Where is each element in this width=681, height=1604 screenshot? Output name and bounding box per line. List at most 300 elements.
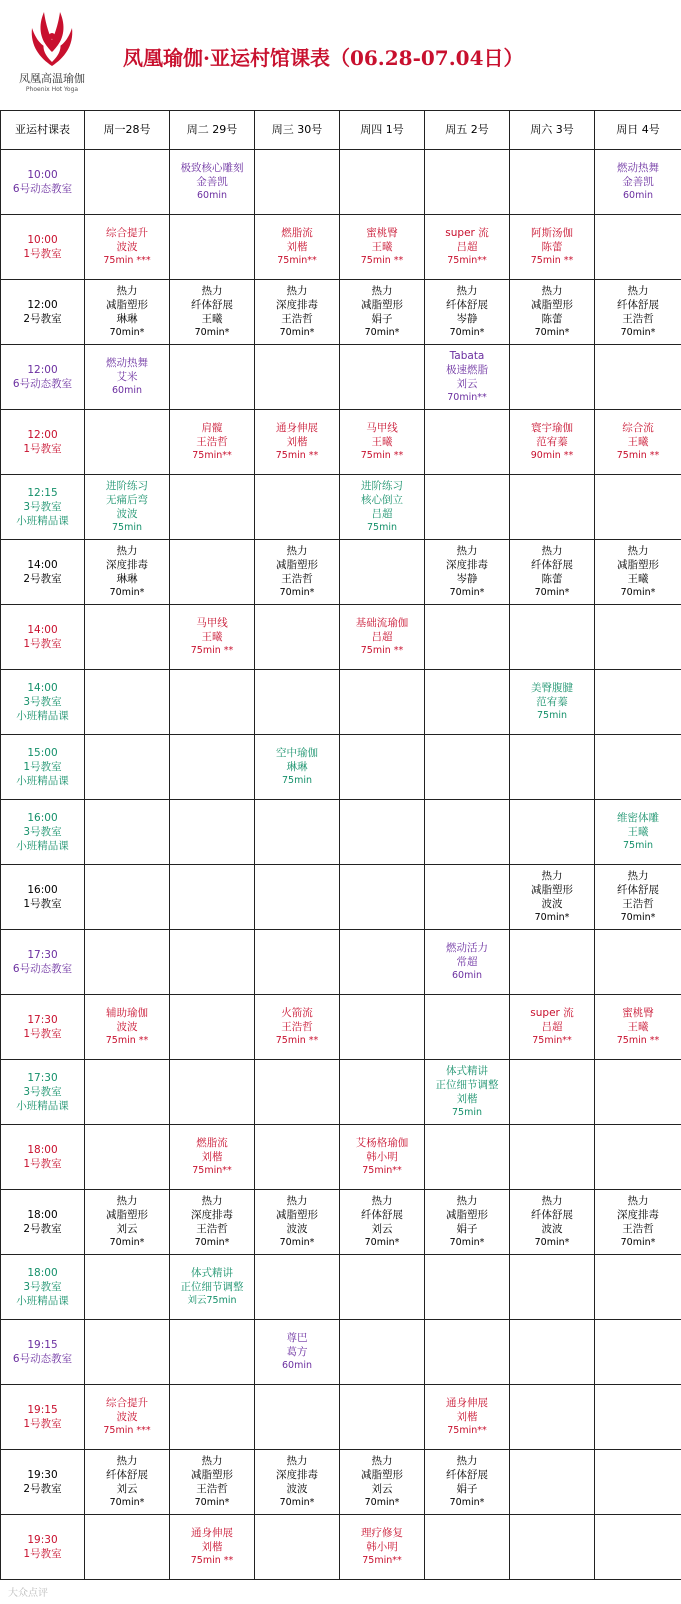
- class-line: 70min*: [109, 327, 145, 338]
- empty-cell: [425, 1320, 510, 1385]
- class-cell: [170, 410, 255, 475]
- empty-cell: [255, 1125, 340, 1190]
- empty-cell: [170, 1060, 255, 1125]
- class-line: 艾米: [116, 371, 138, 383]
- empty-cell: [425, 605, 510, 670]
- empty-cell: [425, 1255, 510, 1320]
- header-cell: 周三 30号: [255, 111, 340, 150]
- class-line: 正位细节调整: [180, 1281, 244, 1293]
- label-line: 16:00: [27, 884, 58, 896]
- class-cell: [340, 215, 425, 280]
- table-row: [1, 930, 681, 995]
- label-line: 6号动态教室: [12, 378, 73, 390]
- empty-cell: [595, 215, 681, 280]
- logo-text: 凤凰高温瑜伽: [19, 72, 85, 85]
- empty-cell: [85, 930, 170, 995]
- class-line: 热力: [541, 545, 563, 557]
- class-line: 岑静: [456, 313, 478, 325]
- time-room-label: [1, 800, 85, 865]
- table-row: [1, 1060, 681, 1125]
- label-line: 1号教室: [23, 1158, 62, 1170]
- class-line: 常超: [456, 956, 478, 968]
- class-line: 综合流: [622, 422, 654, 434]
- table-row: [1, 670, 681, 735]
- class-line: 减脂塑形: [531, 884, 573, 896]
- class-line: 75min **: [616, 450, 660, 461]
- empty-cell: [255, 670, 340, 735]
- label-line: 1号教室: [23, 248, 62, 260]
- class-line: 吕超: [371, 508, 393, 520]
- empty-cell: [170, 735, 255, 800]
- class-line: 金善凯: [196, 176, 228, 188]
- class-cell: [595, 865, 681, 930]
- class-line: 70min*: [620, 912, 656, 923]
- label-line: 小班精品课: [16, 840, 69, 852]
- class-cell: [510, 280, 595, 345]
- class-cell: [595, 1190, 681, 1255]
- class-line: 王浩哲: [281, 573, 313, 585]
- empty-cell: [510, 1385, 595, 1450]
- table-row: [1, 1320, 681, 1385]
- class-cell: [340, 475, 425, 540]
- class-line: 热力: [627, 1195, 649, 1207]
- class-line: 通身伸展: [191, 1527, 233, 1539]
- empty-cell: [595, 1515, 681, 1580]
- class-line: 极速燃脂: [446, 364, 488, 376]
- class-cell: [85, 1385, 170, 1450]
- class-cell: [85, 1190, 170, 1255]
- class-cell: [170, 605, 255, 670]
- class-cell: [340, 280, 425, 345]
- class-line: 纤体舒展: [361, 1209, 403, 1221]
- empty-cell: [340, 345, 425, 410]
- empty-cell: [595, 1125, 681, 1190]
- table-row: [1, 410, 681, 475]
- label-line: 16:00: [27, 812, 58, 824]
- class-cell: [85, 345, 170, 410]
- class-line: 纤体舒展: [106, 1469, 148, 1481]
- class-cell: [85, 1450, 170, 1515]
- empty-cell: [425, 410, 510, 475]
- class-line: 70min*: [364, 1497, 400, 1508]
- class-line: 刘云: [116, 1223, 138, 1235]
- class-line: 70min*: [279, 327, 315, 338]
- class-line: 综合提升: [106, 227, 148, 239]
- class-schedule-table: [0, 110, 681, 1580]
- empty-cell: [170, 1320, 255, 1385]
- class-line: 刘楷: [201, 1541, 223, 1553]
- class-line: 60min: [622, 190, 653, 201]
- class-line: 蜜桃臀: [366, 227, 398, 239]
- label-line: 3号教室: [23, 826, 62, 838]
- class-line: 马甲线: [366, 422, 398, 434]
- header-cell: 周五 2号: [425, 111, 510, 150]
- time-room-label: [1, 540, 85, 605]
- class-line: 热力: [627, 285, 649, 297]
- class-line: 热力: [627, 870, 649, 882]
- class-line: 辅助瑜伽: [106, 1007, 148, 1019]
- class-line: 葛方: [286, 1346, 308, 1358]
- label-line: 17:30: [27, 949, 58, 961]
- class-line: 金善凯: [622, 176, 654, 188]
- class-cell: [595, 410, 681, 475]
- empty-cell: [340, 1385, 425, 1450]
- class-line: 正位细节调整: [435, 1079, 499, 1091]
- empty-cell: [85, 1515, 170, 1580]
- class-line: 王曦: [627, 573, 649, 585]
- class-cell: [340, 410, 425, 475]
- class-cell: [85, 995, 170, 1060]
- table-row: [1, 800, 681, 865]
- class-line: 陈蕾: [541, 313, 563, 325]
- class-line: 燃动活力: [446, 942, 488, 954]
- class-line: 75min**: [362, 1555, 402, 1566]
- class-line: 70min*: [534, 327, 570, 338]
- label-line: 3号教室: [23, 1086, 62, 1098]
- empty-cell: [595, 670, 681, 735]
- label-line: 小班精品课: [16, 1100, 69, 1112]
- class-line: 王浩哲: [622, 898, 654, 910]
- label-line: 14:00: [27, 559, 58, 571]
- class-cell: [425, 215, 510, 280]
- class-line: 王曦: [627, 436, 649, 448]
- class-cell: [595, 800, 681, 865]
- class-line: 减脂塑形: [106, 1209, 148, 1221]
- label-line: 10:00: [27, 234, 58, 246]
- class-line: 燃动热舞: [617, 162, 659, 174]
- class-line: 娟子: [456, 1223, 478, 1235]
- empty-cell: [340, 540, 425, 605]
- class-line: 70min*: [534, 1237, 570, 1248]
- class-line: 70min*: [194, 1237, 230, 1248]
- class-cell: [85, 215, 170, 280]
- class-line: 70min*: [109, 1497, 145, 1508]
- class-line: 王曦: [627, 1021, 649, 1033]
- table-row: [1, 865, 681, 930]
- class-line: 75min **: [360, 255, 404, 266]
- empty-cell: [510, 1060, 595, 1125]
- class-line: 寰宇瑜伽: [531, 422, 573, 434]
- class-cell: [340, 1515, 425, 1580]
- class-cell: [510, 670, 595, 735]
- header-cell: 亚运村课表: [1, 111, 85, 150]
- class-line: 减脂塑形: [191, 1469, 233, 1481]
- class-line: 75min**: [447, 255, 487, 266]
- class-line: 热力: [456, 545, 478, 557]
- label-line: 6号动态教室: [12, 183, 73, 195]
- class-line: 75min **: [275, 450, 319, 461]
- empty-cell: [510, 800, 595, 865]
- table-row: [1, 1515, 681, 1580]
- class-line: 韩小明: [366, 1541, 398, 1553]
- class-line: 75min **: [190, 1555, 234, 1566]
- logo-subtext: Phoenix Hot Yoga: [25, 86, 79, 93]
- class-line: 热力: [456, 1195, 478, 1207]
- class-line: 减脂塑形: [531, 299, 573, 311]
- empty-cell: [510, 1320, 595, 1385]
- class-line: 通身伸展: [276, 422, 318, 434]
- label-line: 2号教室: [23, 1223, 62, 1235]
- label-line: 小班精品课: [16, 710, 69, 722]
- class-line: 极致核心雕刻: [180, 162, 244, 174]
- label-line: 3号教室: [23, 1281, 62, 1293]
- empty-cell: [510, 735, 595, 800]
- label-line: 18:00: [27, 1209, 58, 1221]
- empty-cell: [595, 930, 681, 995]
- class-cell: [340, 605, 425, 670]
- header-cell: 周六 3号: [510, 111, 595, 150]
- class-cell: [425, 1060, 510, 1125]
- time-room-label: [1, 1450, 85, 1515]
- class-cell: [255, 215, 340, 280]
- time-room-label: [1, 1060, 85, 1125]
- empty-cell: [425, 800, 510, 865]
- empty-cell: [510, 605, 595, 670]
- table-row: [1, 280, 681, 345]
- class-line: 热力: [456, 1455, 478, 1467]
- label-line: 12:00: [27, 429, 58, 441]
- class-line: 理疗修复: [361, 1527, 403, 1539]
- class-line: 热力: [541, 870, 563, 882]
- class-cell: [170, 1125, 255, 1190]
- time-room-label: [1, 1190, 85, 1255]
- class-line: 综合提升: [106, 1397, 148, 1409]
- class-cell: [595, 280, 681, 345]
- table-row: [1, 150, 681, 215]
- class-line: 热力: [456, 285, 478, 297]
- class-cell: [255, 735, 340, 800]
- class-line: 75min **: [360, 450, 404, 461]
- empty-cell: [595, 1320, 681, 1385]
- class-line: 波波: [541, 1223, 563, 1235]
- label-line: 1号教室: [23, 443, 62, 455]
- empty-cell: [85, 735, 170, 800]
- class-line: 75min**: [192, 450, 232, 461]
- empty-cell: [85, 1255, 170, 1320]
- class-line: 蜜桃臀: [622, 1007, 654, 1019]
- class-line: 70min*: [620, 587, 656, 598]
- label-line: 12:00: [27, 299, 58, 311]
- label-line: 19:30: [27, 1534, 58, 1546]
- empty-cell: [170, 995, 255, 1060]
- class-line: 减脂塑形: [446, 1209, 488, 1221]
- class-line: 纤体舒展: [446, 299, 488, 311]
- empty-cell: [170, 540, 255, 605]
- class-line: 纤体舒展: [531, 1209, 573, 1221]
- class-line: 深度排毒: [276, 299, 318, 311]
- class-line: 75min: [451, 1107, 482, 1118]
- label-line: 19:30: [27, 1469, 58, 1481]
- class-line: 无痛后弯: [106, 494, 148, 506]
- class-line: 70min*: [194, 1497, 230, 1508]
- class-line: 刘楷: [456, 1093, 478, 1105]
- schedule-body: [1, 150, 681, 1580]
- class-line: 减脂塑形: [106, 299, 148, 311]
- class-line: 热力: [286, 1455, 308, 1467]
- label-line: 18:00: [27, 1144, 58, 1156]
- table-row: [1, 1450, 681, 1515]
- class-cell: [85, 475, 170, 540]
- class-line: 空中瑜伽: [276, 747, 318, 759]
- class-line: 王浩哲: [196, 436, 228, 448]
- label-line: 6号动态教室: [12, 963, 73, 975]
- class-cell: [170, 150, 255, 215]
- empty-cell: [255, 345, 340, 410]
- empty-cell: [340, 800, 425, 865]
- class-line: 深度排毒: [446, 559, 488, 571]
- class-line: 70min*: [449, 327, 485, 338]
- class-line: 75min**: [447, 1425, 487, 1436]
- header-row: [1, 111, 681, 150]
- class-cell: [425, 280, 510, 345]
- class-line: 75min **: [530, 255, 574, 266]
- label-line: 2号教室: [23, 1483, 62, 1495]
- class-line: 燃脂流: [196, 1137, 228, 1149]
- class-line: 王浩哲: [196, 1483, 228, 1495]
- label-line: 19:15: [27, 1404, 58, 1416]
- watermark-text: 大众点评: [8, 1588, 48, 1599]
- time-room-label: [1, 1515, 85, 1580]
- empty-cell: [170, 930, 255, 995]
- empty-cell: [340, 1060, 425, 1125]
- class-line: 吕超: [541, 1021, 563, 1033]
- label-line: 2号教室: [23, 313, 62, 325]
- class-line: 减脂塑形: [361, 299, 403, 311]
- label-line: 3号教室: [23, 696, 62, 708]
- time-room-label: [1, 150, 85, 215]
- time-room-label: [1, 1320, 85, 1385]
- class-line: 纤体舒展: [191, 299, 233, 311]
- label-line: 3号教室: [23, 501, 62, 513]
- time-room-label: [1, 735, 85, 800]
- table-row: [1, 1125, 681, 1190]
- class-line: 深度排毒: [276, 1469, 318, 1481]
- class-line: 减脂塑形: [361, 1469, 403, 1481]
- class-line: 范宥蓁: [536, 436, 568, 448]
- label-line: 10:00: [27, 169, 58, 181]
- label-line: 小班精品课: [16, 775, 69, 787]
- empty-cell: [170, 475, 255, 540]
- class-line: 70min*: [449, 587, 485, 598]
- class-line: 体式精讲: [191, 1267, 233, 1279]
- class-cell: [170, 1515, 255, 1580]
- class-line: 70min*: [194, 327, 230, 338]
- class-line: 深度排毒: [191, 1209, 233, 1221]
- class-line: 60min: [196, 190, 227, 201]
- class-line: 75min**: [277, 255, 317, 266]
- class-cell: [510, 410, 595, 475]
- empty-cell: [595, 345, 681, 410]
- empty-cell: [255, 605, 340, 670]
- time-room-label: [1, 670, 85, 735]
- class-line: super 流: [445, 227, 489, 239]
- empty-cell: [85, 670, 170, 735]
- class-line: 尊巴: [286, 1332, 308, 1344]
- class-line: 琳琳: [286, 761, 308, 773]
- class-line: 体式精讲: [446, 1065, 488, 1077]
- class-line: 韩小明: [366, 1151, 398, 1163]
- table-row: [1, 1255, 681, 1320]
- class-line: 火箭流: [281, 1007, 313, 1019]
- empty-cell: [85, 1060, 170, 1125]
- class-line: 燃动热舞: [106, 357, 148, 369]
- class-line: 波波: [286, 1223, 308, 1235]
- class-line: 70min*: [620, 1237, 656, 1248]
- class-line: 70min*: [109, 1237, 145, 1248]
- class-line: 纤体舒展: [531, 559, 573, 571]
- class-cell: [425, 1385, 510, 1450]
- class-line: 波波: [116, 1411, 138, 1423]
- class-line: 王浩哲: [281, 313, 313, 325]
- class-line: 范宥蓁: [536, 696, 568, 708]
- empty-cell: [255, 1515, 340, 1580]
- empty-cell: [170, 345, 255, 410]
- empty-cell: [340, 995, 425, 1060]
- empty-cell: [425, 1125, 510, 1190]
- empty-cell: [510, 930, 595, 995]
- class-line: 波波: [116, 1021, 138, 1033]
- class-cell: [510, 540, 595, 605]
- empty-cell: [510, 1515, 595, 1580]
- empty-cell: [85, 605, 170, 670]
- empty-cell: [170, 865, 255, 930]
- class-line: 王曦: [201, 631, 223, 643]
- class-line: 波波: [541, 898, 563, 910]
- class-line: 深度排毒: [106, 559, 148, 571]
- empty-cell: [340, 735, 425, 800]
- table-row: [1, 540, 681, 605]
- class-line: 刘云: [456, 378, 478, 390]
- class-line: 70min*: [449, 1497, 485, 1508]
- class-line: 75min **: [360, 645, 404, 656]
- class-line: 热力: [286, 1195, 308, 1207]
- class-cell: [340, 1190, 425, 1255]
- label-line: 1号教室: [23, 898, 62, 910]
- table-row: [1, 735, 681, 800]
- brand-logo: [14, 6, 90, 98]
- class-line: 肩髋: [201, 422, 223, 434]
- class-cell: [595, 540, 681, 605]
- table-row: [1, 345, 681, 410]
- class-line: 进阶练习: [106, 480, 148, 492]
- header-cell: 周一28号: [85, 111, 170, 150]
- empty-cell: [340, 1320, 425, 1385]
- class-line: 吕超: [371, 631, 393, 643]
- class-line: 深度排毒: [617, 1209, 659, 1221]
- table-row: [1, 995, 681, 1060]
- time-room-label: [1, 215, 85, 280]
- class-line: 70min*: [279, 1237, 315, 1248]
- label-line: 小班精品课: [16, 515, 69, 527]
- class-cell: [170, 1255, 255, 1320]
- empty-cell: [340, 150, 425, 215]
- class-line: 70min*: [364, 327, 400, 338]
- class-line: 70min*: [534, 912, 570, 923]
- class-line: 减脂塑形: [276, 559, 318, 571]
- label-line: 12:15: [27, 487, 58, 499]
- page-title: 凤凰瑜伽·亚运村馆课表（06.28-07.04日）: [123, 46, 524, 70]
- empty-cell: [85, 150, 170, 215]
- class-cell: [255, 995, 340, 1060]
- header-cell: 周四 1号: [340, 111, 425, 150]
- empty-cell: [170, 215, 255, 280]
- class-line: 吕超: [456, 241, 478, 253]
- table-row: [1, 605, 681, 670]
- class-line: 70min*: [449, 1237, 485, 1248]
- class-line: 75min**: [192, 1165, 232, 1176]
- class-line: 刘云75min: [187, 1295, 237, 1306]
- class-line: 热力: [371, 1195, 393, 1207]
